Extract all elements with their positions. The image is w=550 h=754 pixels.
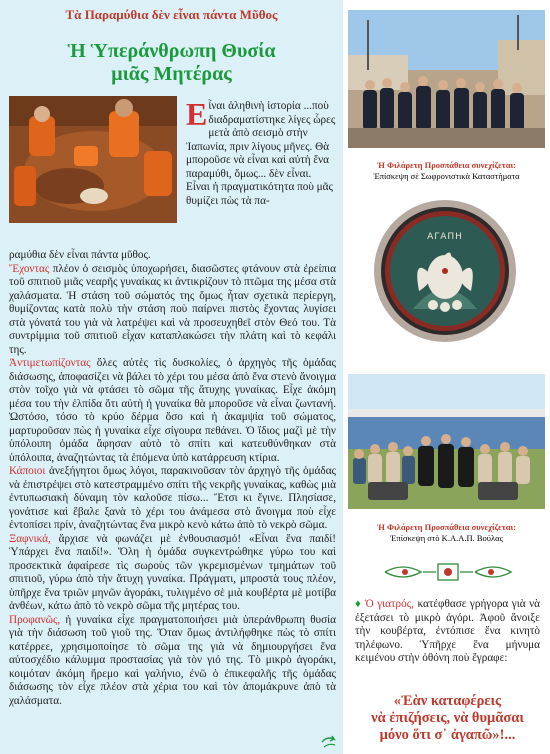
lead-continuation: ραμύθια δὲν εἶναι πάντα μῦθος. [9,249,151,261]
paragraph-2-text: ὅλες αὐτὲς τὶς δυσκολίες, ὁ ἀρχηγὸς τῆς ὁμάδας διάσωσης, ἀποφασίζει νὰ βάλει τὸ χέρι του μέσα ἀπὸ ἕνα στενὸ ἄνοιγμα στὸν τοῖχο γιὰ νὰ φτάσει τὸ σῶμα τῆς ἄτυχης γυναίκας. Εἶχε ἀκόμη μέσα του τὴν ἐλπίδα ὅτι αὐτὴ ἡ γυναίκα θὰ μποροῦσε νὰ εἶναι ζωντανή. Ὡστόσο, τόσο τὸ κρύο δέρμα ὅσο καὶ ἡ ἀκαμψία τοῦ σώματος, μαρτυροῦσαν πὼς ἡ γυναίκα εἶχε σίγουρα πεθάνει. Ὁ ἴδιος μαζὶ μὲ τὴν ὑπόλοιπη ὁμάδα ἄφησαν αὐτὸ τὸ σπίτι καὶ κατευθύνθηκαν στὰ ὑπόλοιπα, ἀναζητώντας τὰ ἑπόμενα ὑπὸ κατάρρευση κτίρια. [9,357,336,464]
top-caption-text: Ἐπίσκεψη σὲ Σωφρονιστικὰ Καταστήματα [373,170,520,181]
prison-visit-photo [348,10,545,148]
doctor-keyword: Ὁ γιατρός, [364,598,414,610]
pelican-mosaic [373,199,517,343]
doctor-paragraph [355,598,540,666]
article-title [0,40,343,86]
continue-arrow-icon [321,735,337,749]
diamond-bullet-icon: ♦ [355,598,365,610]
kaap-visit-photo [348,374,545,509]
mother-message-quote [345,693,550,744]
top-photo-caption [345,160,548,181]
dropcap: Ε [186,96,208,132]
series-header: Τὰ Παραμύθια δὲν εἶναι πάντα Μῦθος [65,7,278,22]
paragraph-2-keyword: Ἀντιμετωπίζοντας [9,357,91,369]
quote-line-3: μόνο ὅτι σ᾽ ἀγαπῶ»!... [379,727,516,743]
paragraph-4-text: ἄρχισε νὰ φωνάζει μὲ ἐνθουσιασμό! «Εἶναι ἕνα παιδί! Ὑπάρχει ἕνα παιδί!». Ὅλη ἡ ὁμάδα συγκεντρώθηκε γύρω του καὶ προσεκτικὰ ἀφαίρεσε τὶς σωροὺς τῶν γκρεμισμένων τμημάτων τοῦ σπιτιοῦ, γύρω ἀπὸ τὴν ἄτυχη γυναίκα. Πράγματι, μπροστὰ τους πλέον, ὑπῆρχε ἕνα τριῶν μηνῶν ἀγοράκι, τυλιγμένο σὲ μιὰ κουβέρτα μὲ μοτίβα ἀνθέων, κάτω ἀπὸ τὸ νεκρὸ σῶμα τῆς μητέρας του. [9,532,336,612]
paragraph-5-text: ἡ γυναίκα εἶχε πραγματοποιήσει μιὰ ὑπεράνθρωπη θυσία γιὰ τὴν διάσωση τοῦ γιοῦ της. Ὅταν ὅμως ἀντιλήφθηκε πὼς τὸ σπίτι κατέρρεε, χρησιμοποίησε τὸ σῶμα της γιὰ νὰ δημιουργήσει ἕνα αὐτοσχέδιο κάλυμμα προστασίας γιὰ τὸν γιό της. Τὸ μικρὸ ἀγοράκι, κοιμόταν ἀκόμη ἤρεμο καὶ γαλήνιο, ἐνῶ ὁ ἐπικεφαλῆς τῆς ὁμάδας διάσωσης τὸν εἶχε πλέον στὰ χέρια του καὶ τὸν ἀπομάκρυνε ἀπὸ τὰ χαλάσματα. [9,613,336,707]
article-body [9,249,336,708]
paragraph-3-text: ἀνεξήγητοι ὅμως λόγοι, παρακινοῦσαν τὸν ἀρχηγὸ τῆς ὁμάδας νὰ ἐπιστρέψει στὸ κατεστραμμένο σπίτι τῆς νεκρῆς γυναίκας, καθὼς μιὰ ἐντυπωσιακὴ δύναμη τὸν καλοῦσε πίσω... Ἔτσι κι ἔγινε. Πλησίασε, γονάτισε καὶ ἔβαλε ξανὰ τὸ χέρι του ἀνάμεσα στὸ ἄνοιγμα ποὺ εἶχε ἐντοπίσει πρίν, ἀναζητώντας ἕνα μικρὸ κενὸ κάτω ἀπὸ τὸ νεκρὸ σῶμα. [9,465,336,531]
quote-line-1: «Ἐὰν καταφέρεις [393,693,502,709]
bottom-caption-title: Ἡ Φιλάρετη Προσπάθεια συνεχίζεται: [377,522,516,532]
lead-text: ἶναι ἀληθινὴ ἱστορία ...ποὺ διαδραματίστηκε λίγες ὧρες μετὰ ἀπὸ σεισμὸ στὴν Ἰαπωνία, πριν λίγους μῆνες. Θὰ μποροῦσε νὰ εἶναι καὶ αὐτὴ ἕνα παραμύθι, ὅμως... δὲν εἶναι. Εἶναι ἡ πραγματικότητα ποὺ μᾶς θυμίζει πὼς τὰ πα- [186,100,336,207]
paragraph-3-keyword: Κάποιοι [9,465,46,477]
quote-line-2: νὰ ἐπιζήσεις, νὰ θυμᾶσαι [371,710,524,726]
paragraph-4-keyword: Ξαφνικά, [9,532,51,545]
paragraph-1-text: πλέον ὁ σεισμὸς ὑποχωρήσει, διασῶστες φτάνουν στὰ ἐρείπια τοῦ σπιτιοῦ μιᾶς νεαρῆς γυναίκας κι ἀντικρίζουν τὸ πτῶμα της μέσα στὰ χαλάσματα. Ἡ στάση τοῦ σώματός της ὅμως ἦταν σχετικὰ περίεργη, θυμίζοντας κατὰ πολὺ τὴν στάση ποὺ παίρνει πιστὸς ἔχοντας λυγίσει στὰ γόνατά του γιὰ νὰ λατρέψει καὶ νὰ προσευχηθεῖ στὸν Θεό του. Τὰ συντρίμμια τοῦ σπιτιοῦ εἶχαν καταπλακώσει τὴν πλάτη καὶ τὸ κεφάλι της. [9,262,336,356]
doctor-text: κατέφθασε γρήγορα γιὰ νὰ ἐξετάσει τὸ μικρὸ ἀγόρι. Ἀφοῦ ἄνοιξε τὴν κουβέρτα, ἐντόπισε ἕνα κινητὸ τηλέφωνο. Ὑπῆρχε ἕνα μήνυμα κειμένου στὴν ὀθόνη ποὺ ἔγραφε: [355,598,540,664]
paragraph-2 [9,357,336,465]
title-line-1: Ἡ Ὑπεράνθρωπη Θυσία [67,40,276,62]
floral-ornament-icon [383,560,513,584]
bottom-caption-text: Ἐπίσκεψη στὸ Κ.Α.Α.Π. Βούλας [390,532,503,543]
top-caption-title: Ἡ Φιλάρετη Προσπάθεια συνεχίζεται: [377,160,516,170]
paragraph-1 [9,263,336,358]
paragraph-3 [9,465,336,533]
rescue-photo [9,96,177,223]
paragraph-5-keyword: Προφανῶς, [9,613,61,626]
paragraph-1-keyword: Ἔχοντας [9,262,50,275]
article-lead [186,96,336,208]
paragraph-5 [9,614,336,709]
title-line-2: μιᾶς Μητέρας [111,63,232,85]
mosaic-label: ΑΓΑΠΗ [427,232,463,242]
bottom-photo-caption [345,522,548,543]
paragraph-4 [9,533,336,614]
